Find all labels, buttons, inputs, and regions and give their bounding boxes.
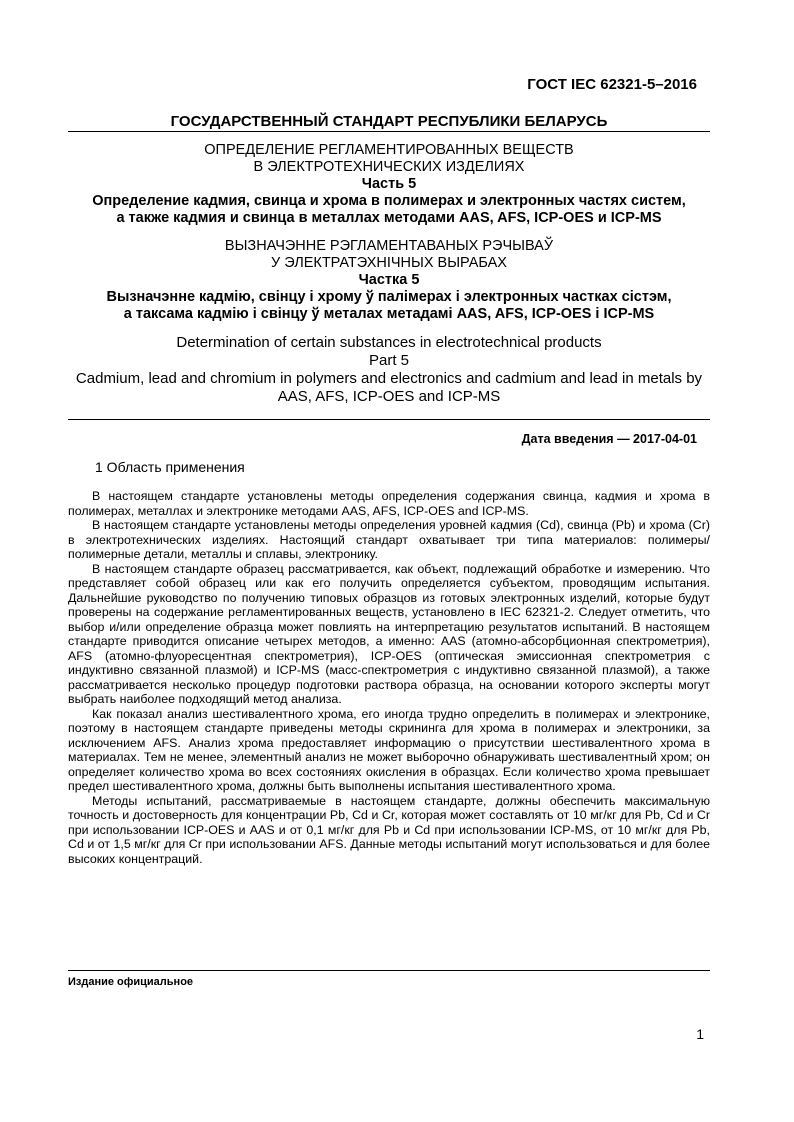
title-by-subtitle1: Вызначэнне кадмію, свінцу і хрому ў палімерах і электронных частках сістэм,	[106, 289, 672, 305]
title-ru-subtitle2: а также кадмия и свинца в металлах методами AAS, AFS, ICP-OES и ICP-MS	[116, 210, 662, 226]
state-standard-title: ГОСУДАРСТВЕННЫЙ СТАНДАРТ РЕСПУБЛИКИ БЕЛАРУСЬ	[170, 113, 608, 130]
footer-rule	[68, 970, 710, 971]
section-body	[68, 489, 710, 866]
title-by-line1: ВЫЗНАЧЭННЕ РЭГЛАМЕНТАВАНЫХ РЭЧЫВАЎ	[224, 238, 554, 254]
paragraph: В настоящем стандарте установлены методы определения уровней кадмия (Cd), свинца (Pb) и хрома (Cr) в электротехнических изделиях. Настоящий стандарт охватывает три типа материалов: полимеры/полимерные детали, металлы и сплавы, электронику.	[68, 518, 710, 561]
header-rule	[68, 131, 710, 132]
title-rule	[68, 419, 710, 420]
title-en-line1: Determination of certain substances in electrotechnical products	[176, 334, 602, 351]
title-ru-line2: В ЭЛЕКТРОТЕХНИЧЕСКИХ ИЗДЕЛИЯХ	[253, 159, 525, 175]
title-by-line2: У ЭЛЕКТРАТЭХНІЧНЫХ ВЫРАБАХ	[271, 255, 507, 271]
paragraph: В настоящем стандарте образец рассматривается, как объект, подлежащий обработке и измерению. Что представляет собой образец или как его получить определяется субъектом, проводящим испытания. Дальнейшие руководство по получению типовых образцов из готовых электронных изделий, которые будут проверены на содержание регламентированных веществ, установлено в IEC 62321-2. Следует отметить, что выбор и/или определение образца может повлиять на интерпретацию результатов испытаний. В настоящем стандарте приводится описание четырех методов, а именно: AAS (атомно-абсорбционная спектрометрия), AFS (атомно-флуоресцентная спектрометрия), ICP-OES (оптическая эмиссионная спектрометрия с индуктивно связанной плазмой) и ICP-MS (масс-спектрометрия с индуктивно связанной плазмой), а также рассматривается несколько процедур подготовки раствора образца, на основании которого эксперты могут выбрать наиболее подходящий метод анализа.	[68, 561, 710, 706]
document-number: ГОСТ IEC 62321-5–2016	[527, 76, 697, 93]
title-en-line2: Cadmium, lead and chromium in polymers and electronics and cadmium and lead in metals by	[75, 370, 703, 387]
title-by-part: Частка 5	[358, 272, 420, 288]
title-en-line3: AAS, AFS, ICP-OES and ICP-MS	[277, 388, 501, 405]
title-ru-part: Часть 5	[361, 176, 417, 192]
paragraph: В настоящем стандарте установлены методы определения содержания свинца, кадмия и хрома в полимерах, металлах и электронике методами AAS, AFS, ICP-OES and ICP-MS.	[68, 489, 710, 518]
intro-date: Дата введения — 2017-04-01	[521, 432, 697, 446]
paragraph: Методы испытаний, рассматриваемые в настоящем стандарте, должны обеспечить максимальную точность и достоверность для концентрации Pb, Cd и Cr, которая может составлять от 10 мг/кг для Pb, Cd и Cr при использовании ICP-OES и AAS и от 0,1 мг/кг для Pb и Cd при использовании ICP-MS, от 10 мг/кг для Pb, Cd и от 1,5 мг/кг для Cr при использовании AFS. Данные методы испытаний могут использоваться и для более высоких концентраций.	[68, 793, 710, 866]
edition-label: Издание официальное	[68, 976, 194, 988]
page-number: 1	[696, 1026, 704, 1042]
section-heading: 1 Область применения	[95, 459, 245, 475]
title-ru-line1: ОПРЕДЕЛЕНИЕ РЕГЛАМЕНТИРОВАННЫХ ВЕЩЕСТВ	[204, 142, 574, 158]
paragraph: Как показал анализ шестивалентного хрома, его иногда трудно определить в полимерах и электронике, поэтому в настоящем стандарте приведены методы скрининга для хрома в полимерах и электроники, за исключением AFS. Анализ хрома предоставляет информацию о присутствии шестивалентного хрома в материалах. Тем не менее, элементный анализ не может выборочно обнаруживать шестивалентный хром; он определяет количество хрома во всех состояниях окисления в образцах. Если количество хрома превышает предел шестивалентного хрома, должны быть выполнены испытания шестивалентного хрома.	[68, 706, 710, 793]
title-ru-subtitle1: Определение кадмия, свинца и хрома в полимерах и электронных частях систем,	[92, 193, 686, 209]
title-by-subtitle2: а таксама кадмію і свінцу ў металах метадамі AAS, AFS, ICP-OES і ICP-MS	[123, 306, 655, 322]
title-en-part: Part 5	[368, 352, 410, 369]
